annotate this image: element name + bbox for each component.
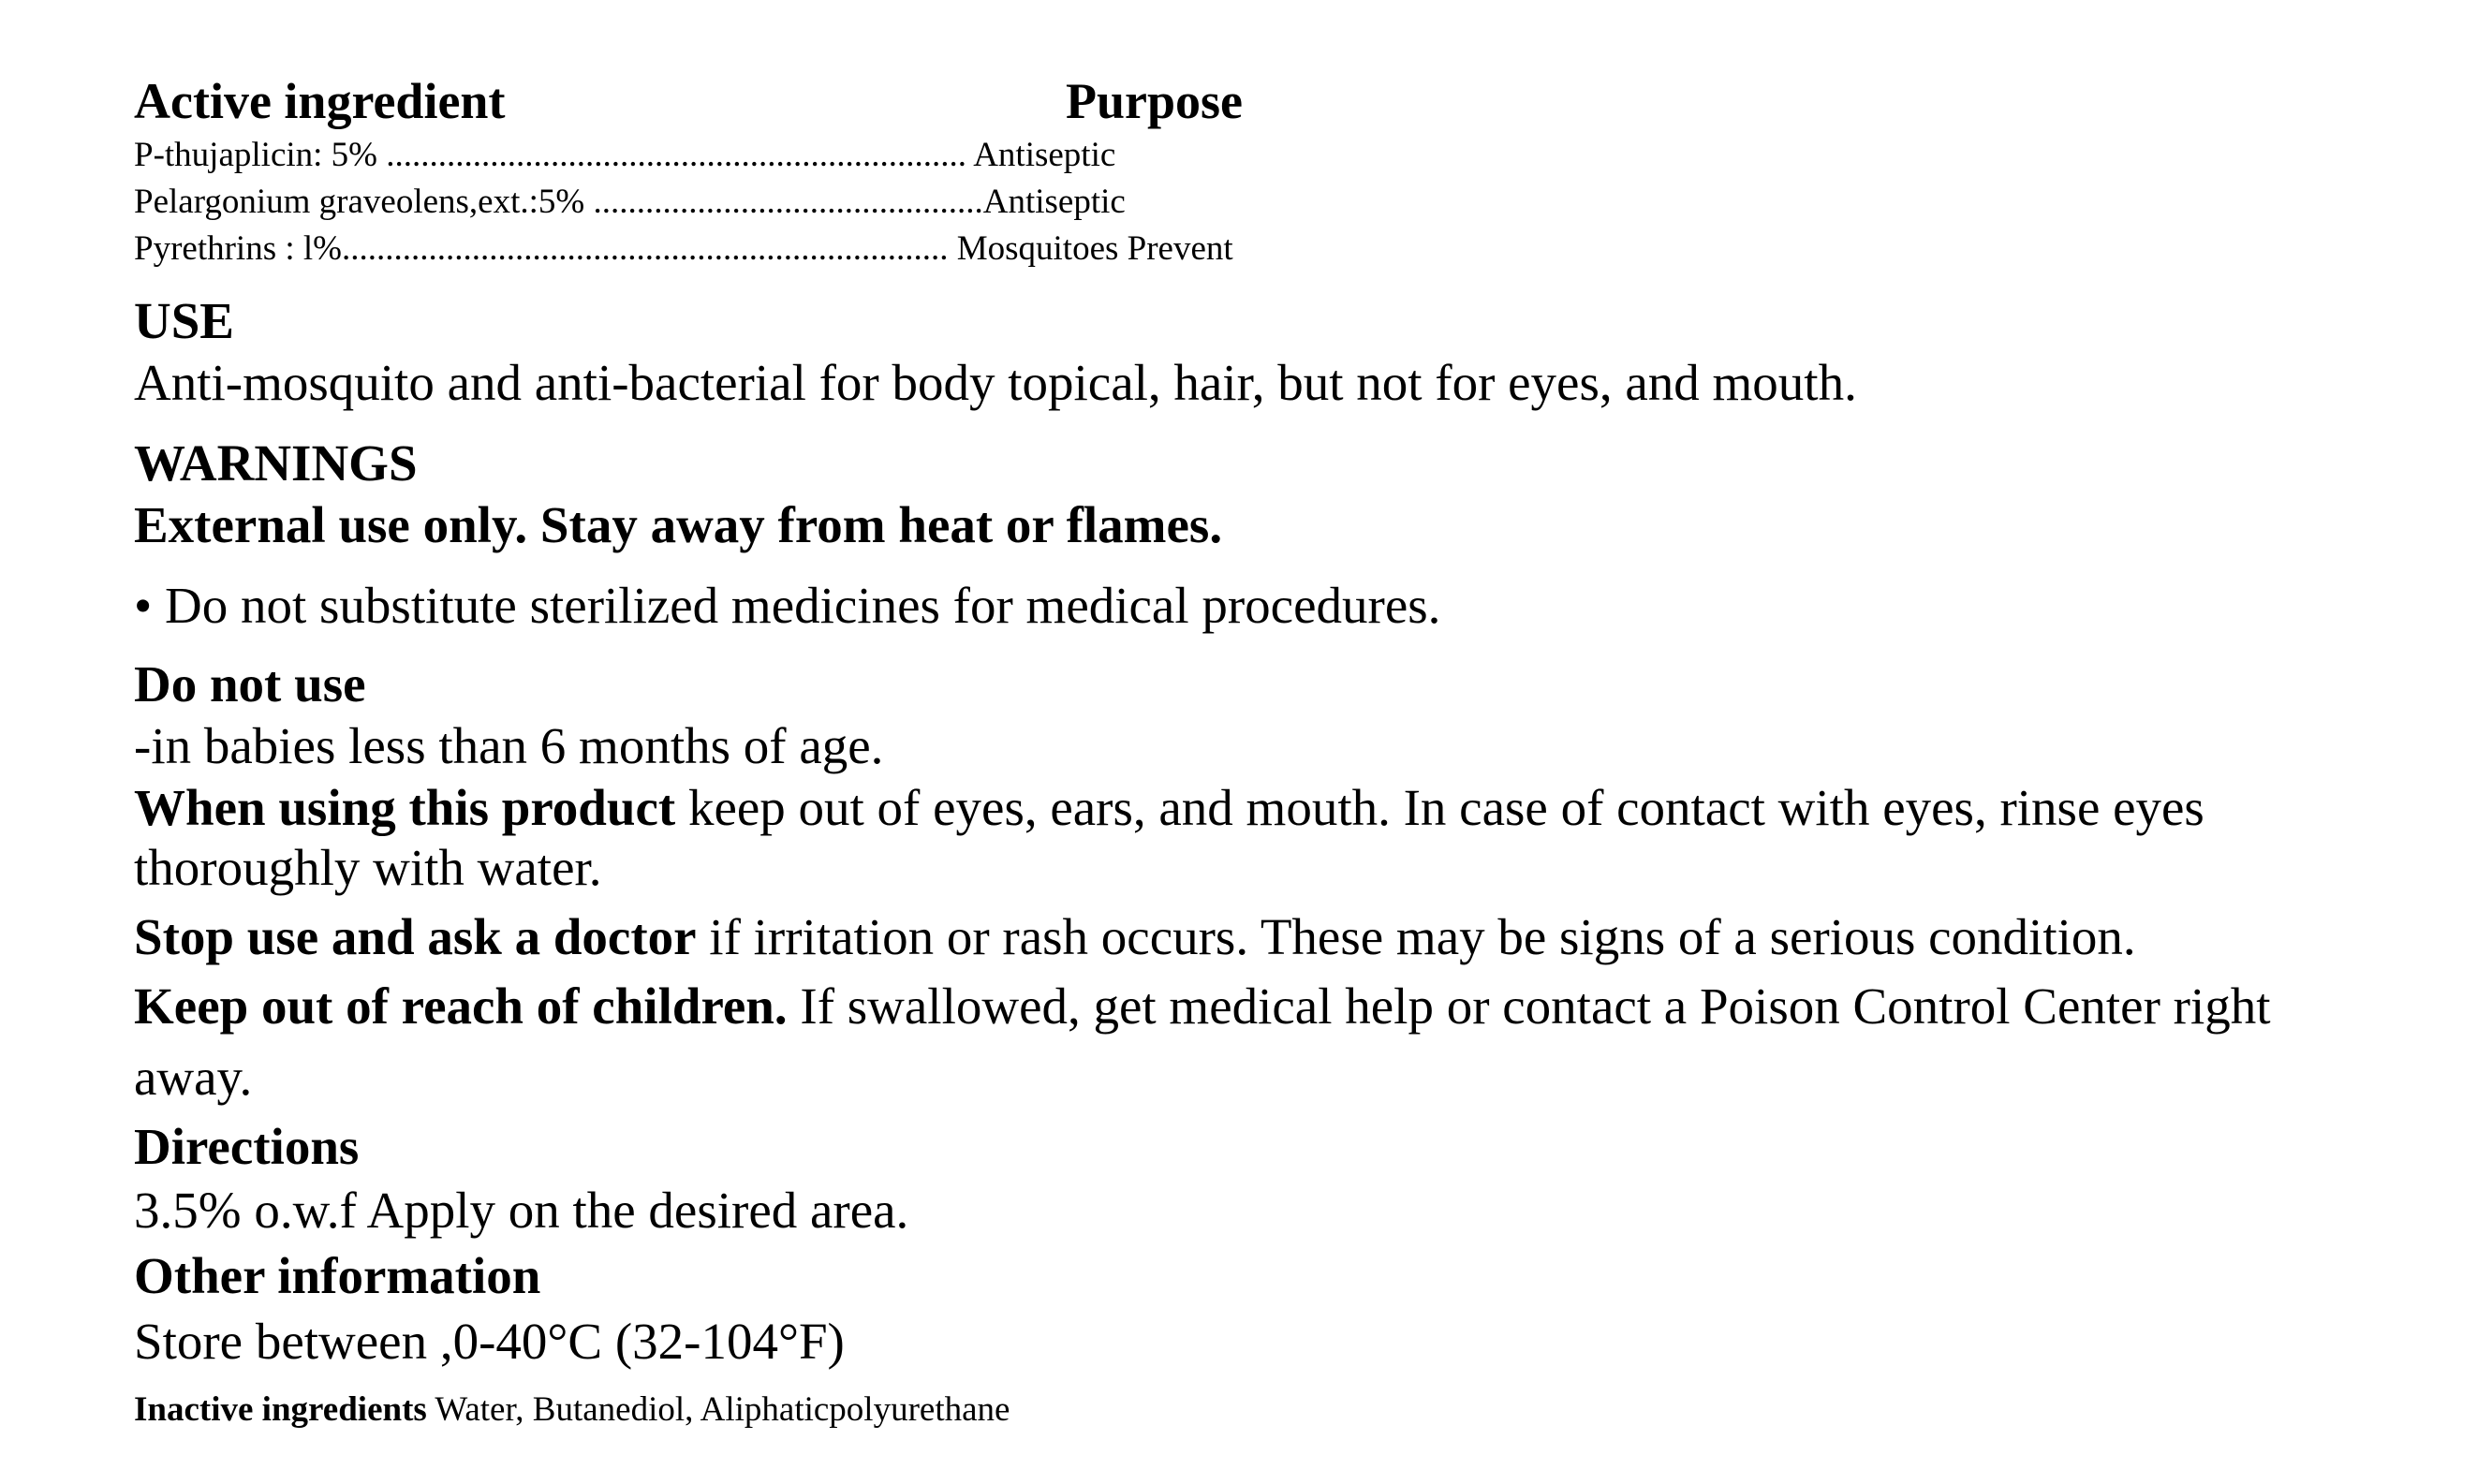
when-using-line-2: thoroughly with water. — [134, 839, 602, 896]
stop-use-label: Stop use and ask a doctor — [134, 908, 697, 965]
keep-out-line-2: away. — [134, 1049, 253, 1106]
ingredient-name: P-thujaplicin: 5% — [134, 136, 387, 174]
ingredient-purpose: Antiseptic — [966, 136, 1116, 174]
directions-title: Directions — [134, 1118, 360, 1175]
do-not-use-text: -in babies less than 6 months of age. — [134, 717, 884, 774]
do-not-use-title: Do not use — [134, 655, 366, 713]
other-info-title: Other information — [134, 1247, 541, 1304]
ingredient-row — [134, 182, 1126, 223]
inactive-ingredients-text: Water, Butanediol, Aliphaticpolyurethane — [426, 1390, 1010, 1429]
directions-text: 3.5% o.w.f Apply on the desired area. — [134, 1182, 909, 1239]
active-ingredient-header: Active ingredient — [134, 73, 506, 129]
ingredient-purpose: Mosquitoes Prevent — [948, 229, 1233, 268]
when-using-label: When using this product — [134, 779, 676, 836]
other-info-text: Store between ,0-40°C (32-104°F) — [134, 1313, 845, 1370]
inactive-ingredients-label: Inactive ingredients — [134, 1390, 427, 1429]
warnings-title: WARNINGS — [134, 434, 418, 492]
when-using-text: keep out of eyes, ears, and mouth. In case of contact with eyes, rinse eyes — [675, 779, 2204, 836]
keep-out-text: If swallowed, get medical help or contact a Poison Control Center right — [787, 977, 2271, 1035]
leader-dots: ................................................................... — [386, 136, 966, 174]
warning-bullet: • Do not substitute sterilized medicines for medical procedures. — [134, 577, 1441, 634]
leader-dots: ............................................. — [593, 183, 983, 221]
external-use-warning: External use only. Stay away from heat or flames. — [134, 496, 1223, 553]
use-text: Anti-mosquito and anti-bacterial for body topical, hair, but not for eyes, and mouth. — [134, 354, 1857, 411]
leader-dots: ...................................................................... — [341, 229, 949, 268]
keep-out-line — [134, 977, 2271, 1036]
ingredient-name: Pyrethrins : l% — [134, 229, 342, 268]
use-title: USE — [134, 292, 234, 349]
ingredient-purpose: Antiseptic — [982, 183, 1126, 221]
keep-out-label: Keep out of reach of children. — [134, 977, 788, 1035]
stop-use-text: if irritation or rash occurs. These may be signs of a serious condition. — [696, 908, 2136, 965]
stop-use-line — [134, 908, 2136, 966]
ingredient-row — [134, 135, 1115, 176]
ingredient-row — [134, 228, 1233, 270]
purpose-header: Purpose — [1066, 73, 1243, 129]
when-using-line — [134, 779, 2204, 837]
ingredient-name: Pelargonium graveolens,ext.:5% — [134, 183, 594, 221]
inactive-ingredients-line — [134, 1389, 1010, 1431]
